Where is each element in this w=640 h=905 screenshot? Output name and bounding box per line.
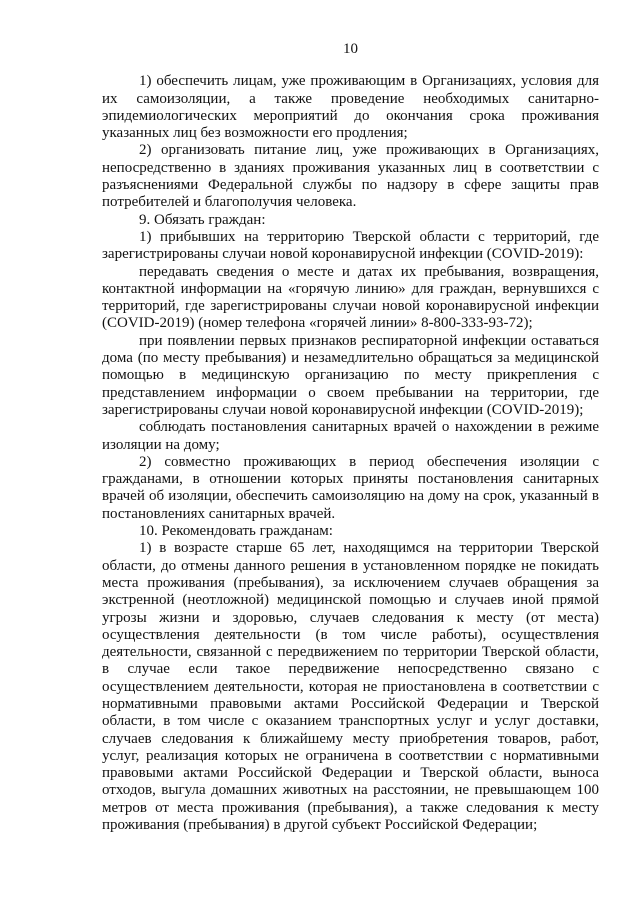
paragraph-over-65-recommendation: 1) в возрасте старше 65 лет, находящимся на территории Тверской области, до отмены данного решения в установленном порядке не покидать места проживания (пребывания), за исключением случаев обращения за экстренной (неотложной) медицинской помощью и случаев иной прямой угрозы жизни и здоровью, случаев следования к месту (от места) осуществления деятельности (в том числе работы), осуществления деятельности, связанной с передвижением по территории Тверской области, в случае если такое передвижение непосредственно связано с осуществлением деятельности, которая не приостановлена в соответствии с нормативными правовыми актами Российской Федерации и Тверской области, в том числе с оказанием транспортных услуг и услуг доставки, случаев следования к ближайшему месту приобретения товаров, работ, услуг, реализация которых не ограничена в соответствии с нормативными правовыми актами Российской Федерации и Тверской области, выноса отходов, выгула домашних животных на расстоянии, не превышающем 100 метров от места проживания (пребывания), а также следования к месту проживания (пребывания) в другой субъект Российской Федерации; (102, 540, 599, 834)
section-heading-9: 9. Обязать граждан: (139, 211, 266, 228)
paragraph-organizations-self-isolation: 1) обеспечить лицам, уже проживающим в Организациях, условия для их самоизоляции, а также проведение необходимых санитарно-эпидемиологических мероприятий до окончания срока проживания указанных лиц без возможности его продления; (102, 73, 599, 142)
paragraph-arrived-citizens: 1) прибывших на территорию Тверской области с территорий, где зарегистрированы случаи новой коронавирусной инфекции (COVID-2019): (102, 228, 599, 263)
document-page (102, 0, 599, 834)
page-number: 10 (343, 41, 358, 57)
paragraph-report-to-hotline: передавать сведения о месте и датах их пребывания, возвращения, контактной информации на «горячую линию» для граждан, вернувшихся с территорий, где зарегистрированы случаи новой коронавирусной инфекции (COVID-2019) (номер телефона «горячей линии» 8-800-333-93-72); (102, 263, 599, 332)
paragraph-cohabitants-isolation: 2) совместно проживающих в период обеспечения изоляции с гражданами, в отношении которых приняты постановления санитарных врачей об изоляции, обеспечить самоизоляцию на дому на срок, указанный в постановлениях санитарных врачей. (102, 453, 599, 522)
section-heading-10: 10. Рекомендовать гражданам: (139, 523, 333, 540)
paragraph-stay-home-symptoms: при появлении первых признаков респираторной инфекции оставаться дома (по месту пребывания) и незамедлительно обращаться за медицинской помощью в медицинскую организацию по месту прикрепления с представлением информации о своем пребывании на территории, где зарегистрированы случаи новой коронавирусной инфекции (COVID-2019); (102, 332, 599, 418)
paragraph-follow-doctor-orders: соблюдать постановления санитарных врачей о нахождении в режиме изоляции на дому; (102, 419, 599, 453)
paragraph-organizations-meals: 2) организовать питание лиц, уже проживающих в Организациях, непосредственно в зданиях проживания указанных лиц в соответствии с разъяснениями Федеральной службы по надзору в сфере защиты прав потребителей и благополучия человека. (102, 142, 599, 211)
